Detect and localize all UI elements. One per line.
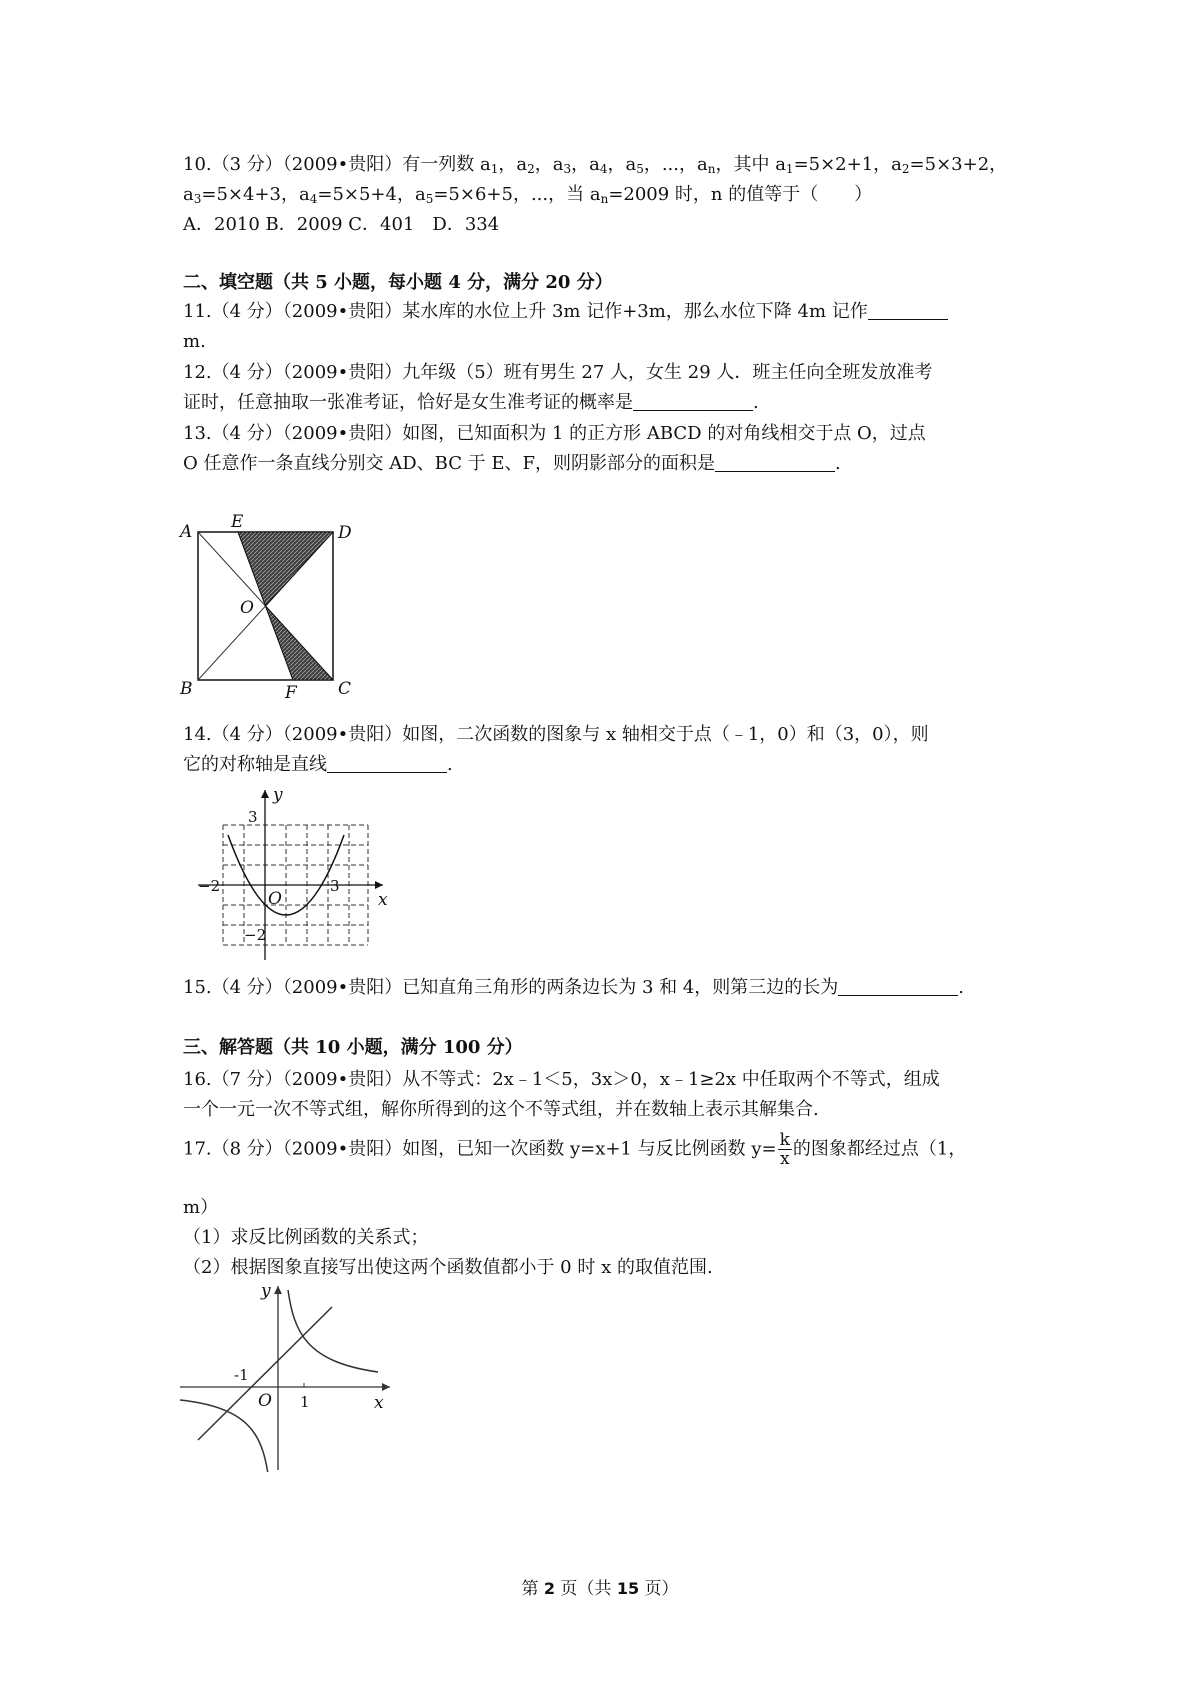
origin-label: O (268, 889, 282, 909)
label-a: A (180, 522, 193, 542)
q17-function-graph (178, 1282, 393, 1472)
label-f: F (285, 683, 297, 700)
shaded-triangle-bottom (266, 606, 334, 680)
q11-answer-blank[interactable] (868, 301, 948, 320)
tick-ym2: −2 (244, 926, 267, 944)
q17-part1: （1）求反比例函数的关系式； (183, 1227, 429, 1248)
q15-answer-blank[interactable] (838, 977, 958, 996)
q12-line2: 证时，任意抽取一张准考证，恰好是女生准考证的概率是 . (183, 392, 759, 413)
label-e: E (231, 512, 244, 532)
section2-title: 二、填空题（共 5 小题，每小题 4 分，满分 20 分） (183, 272, 613, 293)
q10-line1: 10.（3 分）（2009•贵阳）有一列数 $a_1$，$a_2$，$a_3$，$a_4$，$a_5$，...，$a_n$，其中 $a_1=5\times 2+1$，$a_2=5\times 3+2$， (183, 154, 1008, 176)
tick-x3: 3 (330, 877, 340, 895)
axis-label-y: y (273, 785, 283, 805)
q14-answer-blank[interactable] (327, 754, 447, 773)
total-page-count: 15 (616, 1579, 640, 1598)
q16-line2: 一个一元一次不等式组，解你所得到的这个不等式组，并在数轴上表示其解集合. (183, 1099, 819, 1120)
q12-line1: 12.（4 分）（2009•贵阳）九年级（5）班有男生 27 人，女生 29 人．班主任向全班发放准考 (183, 362, 933, 383)
label-b: B (180, 679, 193, 699)
axis-label-x: x (374, 1393, 384, 1413)
q10-line2: $a_3=5\times 4+3$，$a_4=5\times 5+4$，$a_5=5\times 6+5$，...，当 $a_n=2009$ 时，n 的值等于（ ） (183, 184, 873, 206)
q17-part2: （2）根据图象直接写出使这两个函数值都小于 0 时 x 的取值范围. (183, 1257, 713, 1278)
label-o: O (240, 598, 254, 618)
origin-label: O (258, 1391, 272, 1411)
axis-label-x: x (378, 890, 388, 910)
shaded-triangle-top (238, 532, 333, 606)
page-footer: 第 2 页（共 15 页） (521, 1579, 679, 1599)
q11-line2: m. (183, 331, 206, 352)
q14-line1: 14.（4 分）（2009•贵阳）如图，二次函数的图象与 x 轴相交于点（﹣1，0）和（3，0），则 (183, 724, 929, 745)
section3-title: 三、解答题（共 10 小题，满分 100 分） (183, 1037, 523, 1058)
label-d: D (338, 523, 352, 543)
q16-line1: 16.（7 分）（2009•贵阳）从不等式：2x﹣1＜5，3x＞0，x﹣1≥2x 中任取两个不等式，组成 (183, 1069, 940, 1090)
tick-y3: 3 (248, 808, 258, 826)
axis-label-y: y (261, 1282, 271, 1301)
q13-line2: O 任意作一条直线分别交 AD、BC 于 E、F，则阴影部分的面积是 . (183, 453, 841, 474)
tick-xm2: −2 (198, 877, 221, 895)
tick-1: 1 (300, 1393, 310, 1411)
hyperbola-branch-left (180, 1400, 268, 1472)
label-c: C (338, 679, 352, 699)
q13-line1: 13.（4 分）（2009•贵阳）如图，已知面积为 1 的正方形 ABCD 的对角线相交于点 O，过点 (183, 423, 926, 444)
q13-square-figure (178, 510, 353, 700)
q15-line1: 15.（4 分）（2009•贵阳）已知直角三角形的两条边长为 3 和 4，则第三边的长为 . (183, 977, 965, 998)
q14-parabola-figure (178, 780, 393, 965)
q13-answer-blank[interactable] (715, 453, 835, 472)
hyperbola-branch-right (288, 1290, 378, 1372)
q17-line2: m） (183, 1197, 219, 1218)
q14-line2: 它的对称轴是直线 . (183, 754, 453, 775)
q11-line1: 11.（4 分）（2009•贵阳）某水库的水位上升 3m 记作+3m，那么水位下降 4m 记作 (183, 300, 948, 324)
q17-line1: 17.（8 分）（2009•贵阳）如图，已知一次函数 y=x+1 与反比例函数 y= $\frac{k}{x}$ 的图象都经过点（1， (183, 1130, 967, 1169)
current-page-number: 2 (543, 1579, 556, 1598)
linear-function-line (198, 1307, 332, 1440)
q10-options: A．2010 B．2009 C．401 D．334 (183, 214, 500, 235)
fraction-k-over-x: $\frac{k}{x}$ (779, 1130, 790, 1169)
q12-answer-blank[interactable] (633, 392, 753, 411)
tick-minus1: -1 (234, 1366, 249, 1384)
